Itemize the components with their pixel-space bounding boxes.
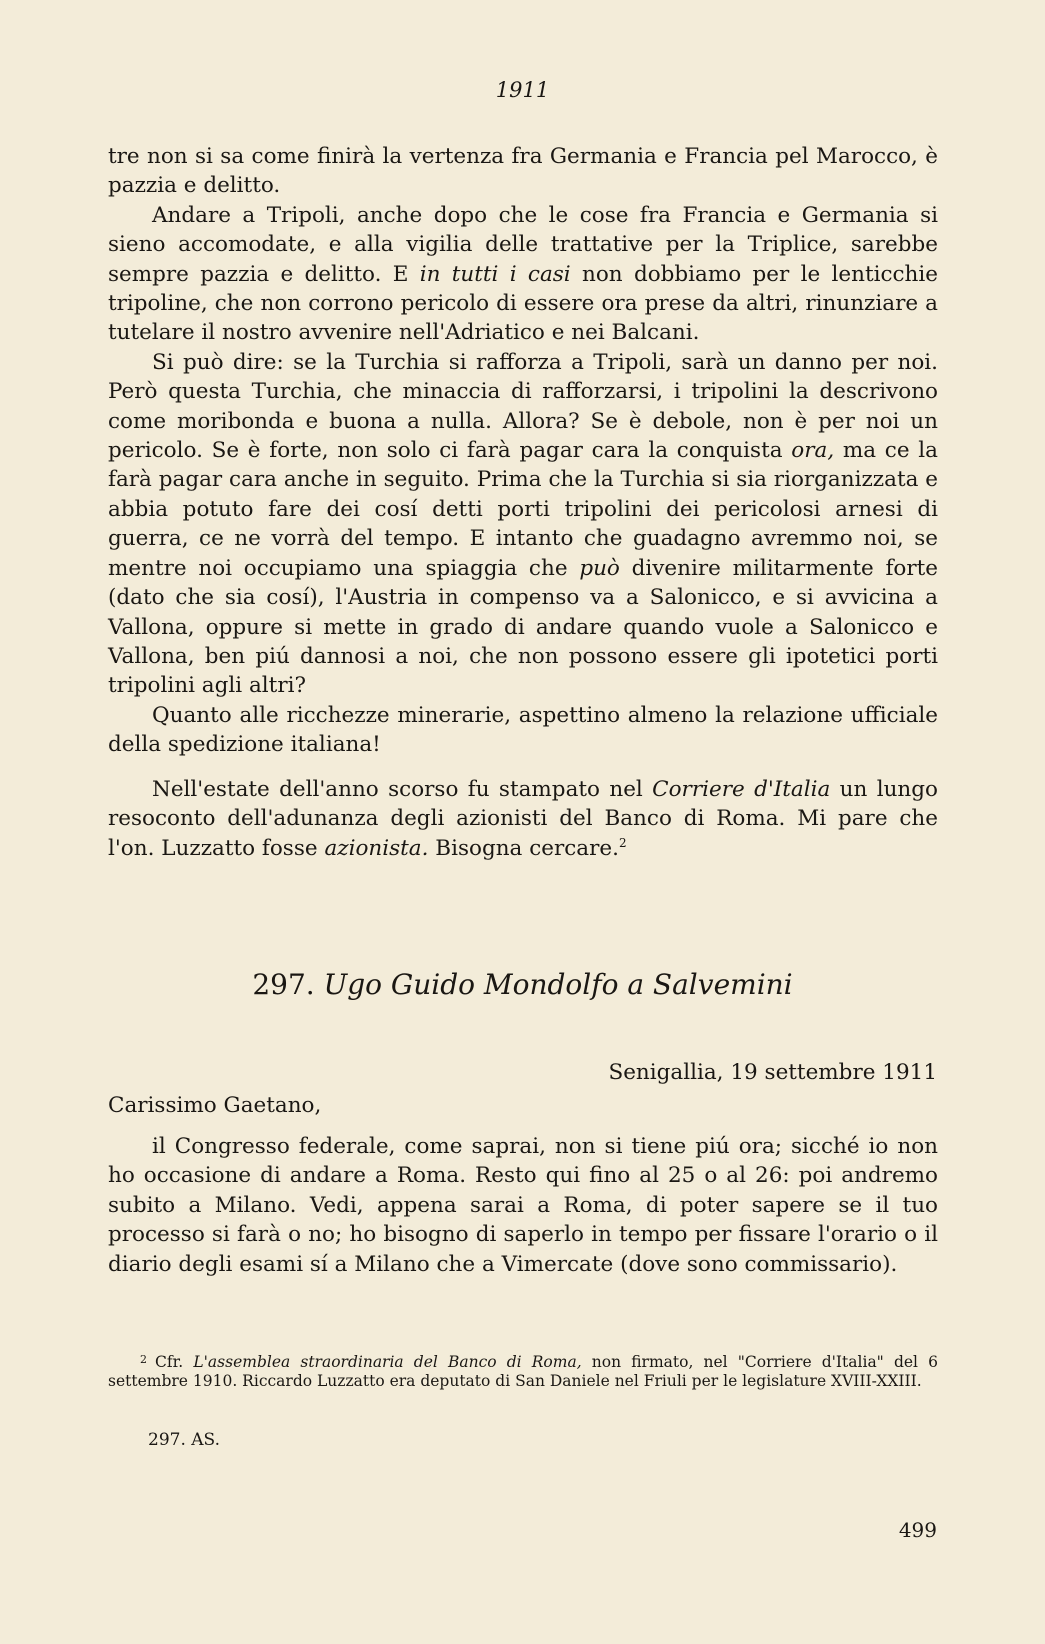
letter-heading [0, 968, 1045, 1001]
paragraph: Si può dire: se la Turchia si rafforza a Tripoli, sarà un danno per noi. Però questa Turchia, che minaccia di rafforzarsi, i tripolini la descrivono come moribonda e buona a nulla. Allora? Se è debole, non è per noi un pericolo. Se è forte, non solo ci farà pagar cara la conquista ora, ma ce la farà pagar cara anche in seguito. Prima che la Turchia si sia riorganizzata e abbia potuto fare dei cosí detti porti tripolini dei pericolosi arnesi di guerra, ce ne vorrà del tempo. E intanto che guadagno avremmo noi, se mentre noi occupiamo una spiaggia che può divenire militarmente forte (dato che sia cosí), l'Austria in compenso va a Salonicco, e si avvicina a Vallona, oppure si mette in grado di andare quando vuole a Salonicco e Vallona, ben piú dannosi a noi, che non possono essere gli ipotetici porti tripolini agli altri? [108, 349, 938, 699]
text-block-1 [108, 142, 938, 760]
salutation: Carissimo Gaetano, [108, 1093, 322, 1118]
text-block-2 [108, 775, 938, 863]
paragraph: il Congresso federale, come saprai, non si tiene piú ora; sicché io non ho occasione di andare a Roma. Resto qui fino al 25 o al 26: poi andremo subito a Milano. Vedi, appena sarai a Roma, di poter sapere se il tuo processo si farà o no; ho bisogno di saperlo in tempo per fissare l'orario o il diario degli esami sí a Milano che a Vimercate (dove sono commissario). [108, 1134, 938, 1277]
place-date: Senigallia, 19 settembre 1911 [608, 1060, 937, 1085]
footnote-mark: 2 [140, 1353, 147, 1366]
running-head: 1911 [495, 78, 550, 102]
paragraph: tre non si sa come finirà la vertenza fra Germania e Francia pel Marocco, è pazzia e delitto. [108, 144, 938, 199]
paragraph: Quanto alle ricchezze minerarie, aspettino almeno la relazione ufficiale della spedizione italiana! [108, 702, 938, 758]
letter-title: Ugo Guido Mondolfo a Salvemini [323, 968, 793, 1001]
letter-body [108, 1132, 938, 1279]
footnote: $^2$ Cfr. L'assemblea straordinaria del Banco di Roma, non firmato, nel "Corriere d'Italia" del 6 settembre 1910. Riccardo Luzzatto era deputato di San Daniele nel Friuli per le legislature XVIII-XXIII. [108, 1353, 938, 1390]
paragraph: Andare a Tripoli, anche dopo che le cose fra Francia e Germania si sieno accomodate, e alla vigilia delle trattative per la Triplice, sarebbe sempre pazzia e delitto. E in tutti i casi non dobbiamo per le lenticchie tripoline, che non corrono pericolo di essere ora prese da altri, rinunziare a tutelare il nostro avvenire nell'Adriatico e nei Balcani. [108, 202, 938, 346]
archive-note: 297. AS. [148, 1430, 220, 1450]
footnote-reference: 2 [618, 835, 627, 850]
paragraph: Nell'estate dell'anno scorso fu stampato nel Corriere d'Italia un lungo resoconto dell'adunanza degli azionisti del Banco di Roma. Mi pare che l'on. Luzzatto fosse azionista. Bisogna cercare.$^2$ [108, 777, 938, 861]
letter-number: 297. [252, 968, 315, 1001]
page-number: 499 [898, 1518, 937, 1542]
